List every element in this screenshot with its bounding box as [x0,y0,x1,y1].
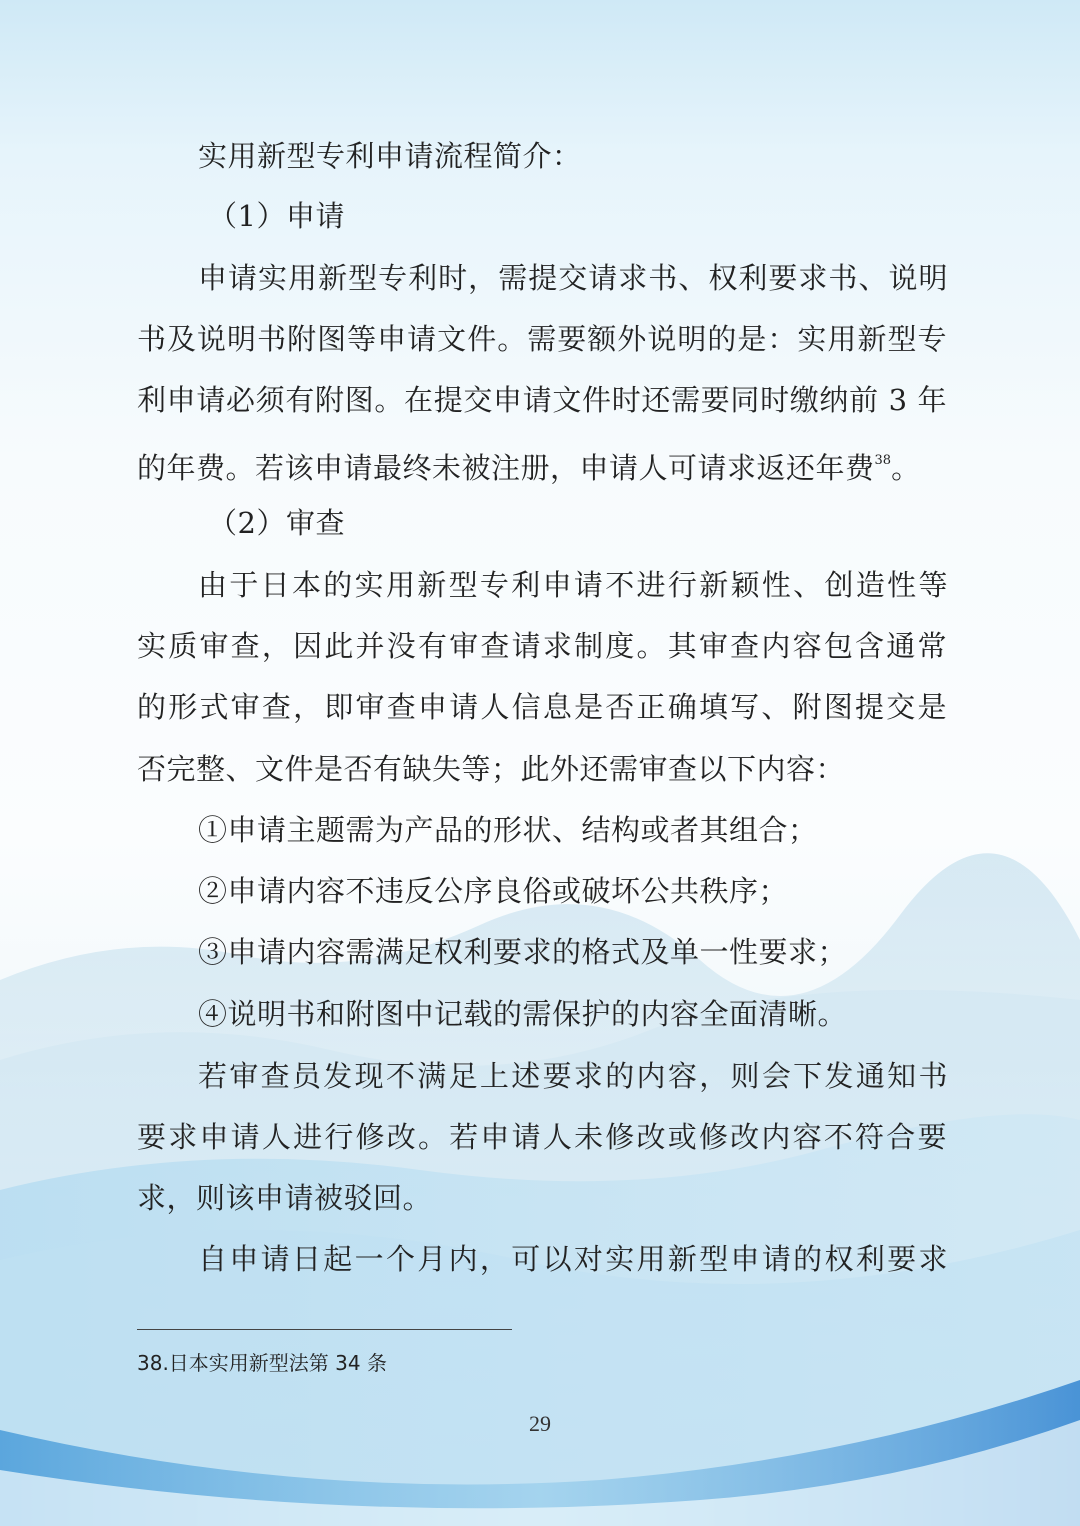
footnote: 38.日本实用新型法第 34 条 [137,1351,387,1375]
paragraph-line: 自申请日起一个月内，可以对实用新型申请的权利要求 [198,1242,948,1276]
paragraph-line: 求，则该申请被驳回。 [137,1181,433,1215]
paragraph-line: 由于日本的实用新型专利申请不进行新颖性、创造性等 [198,568,948,602]
paragraph-text: 的年费。若该申请最终未被注册，申请人可请求返还年费 [137,451,875,485]
paragraph-line: 实质审查，因此并没有审查请求制度。其审查内容包含通常 [137,629,947,663]
paragraph-line: 书及说明书附图等申请文件。需要额外说明的是：实用新型专 [137,322,947,356]
paragraph-end: 。 [891,451,921,485]
paragraph-line: 申请实用新型专利时，需提交请求书、权利要求书、说明 [198,261,948,295]
paragraph-line-with-footnote [137,441,947,488]
section-heading-examination: （2）审查 [208,506,345,540]
list-item: ③申请内容需满足权利要求的格式及单一性要求； [198,935,848,969]
paragraph-line: 若审查员发现不满足上述要求的内容，则会下发通知书 [198,1059,948,1093]
footnote-reference: 38 [874,453,892,468]
paragraph-line: 要求申请人进行修改。若申请人未修改或修改内容不符合要 [137,1120,947,1154]
footnote-divider [137,1329,512,1330]
list-item: ①申请主题需为产品的形状、结构或者其组合； [198,813,818,847]
paragraph-line: 否完整、文件是否有缺失等；此外还需审查以下内容： [137,752,846,786]
paragraph-line: 的形式审查，即审查申请人信息是否正确填写、附图提交是 [137,690,947,724]
list-item: ④说明书和附图中记载的需保护的内容全面清晰。 [198,997,848,1031]
list-item: ②申请内容不违反公序良俗或破坏公共秩序； [198,874,789,908]
page-number: 29 [529,1411,551,1436]
paragraph-line: 利申请必须有附图。在提交申请文件时还需要同时缴纳前 3 年 [137,383,947,417]
section-heading-apply: （1）申请 [208,199,345,233]
intro-text: 实用新型专利申请流程简介： [198,139,582,173]
